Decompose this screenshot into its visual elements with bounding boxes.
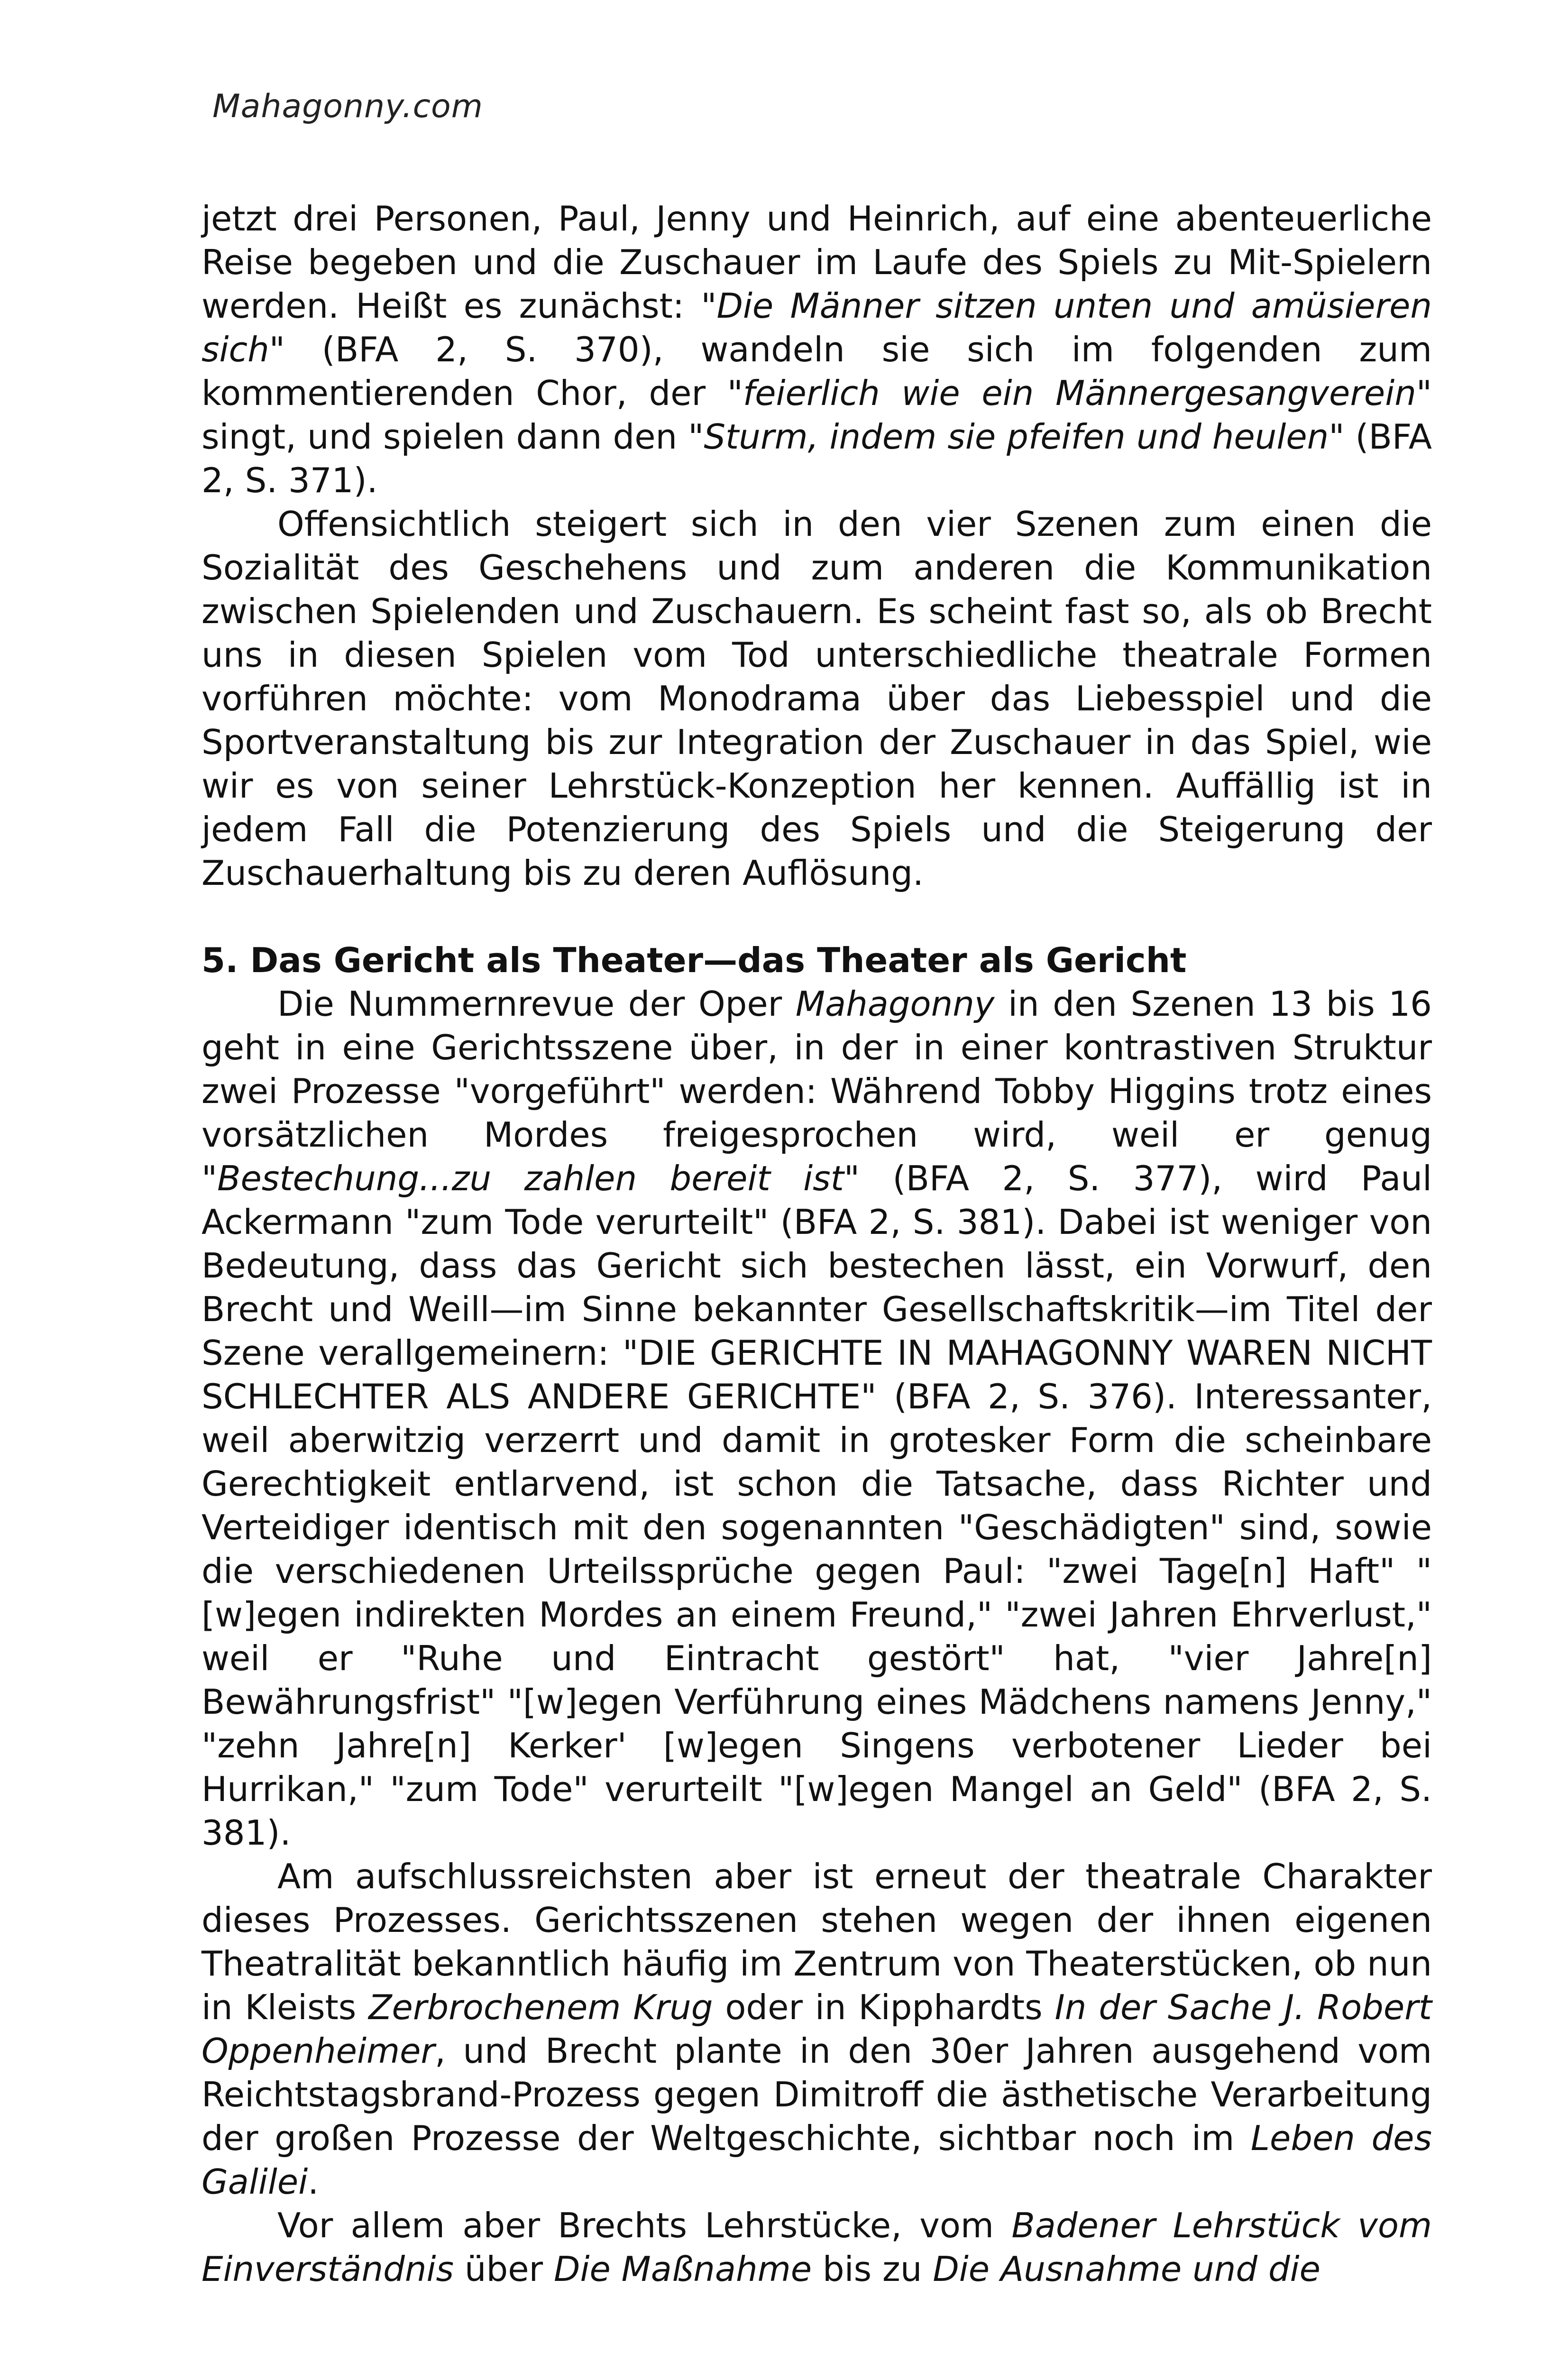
quote-italic: Sturm, indem sie pfeifen und heulen [704, 417, 1329, 457]
title-italic: In der Sache J. Robert Oppenheimer [202, 1987, 1432, 2071]
title-italic: Zerbrochenem Krug [368, 1987, 713, 2027]
title-italic: Mahagonny [795, 984, 995, 1024]
quote-italic: feierlich wie ein Männergesangverein [743, 373, 1416, 413]
paragraph-2: Offensichtlich steigert sich in den vier Szenen zum einen die Sozialität des Geschehens und zum anderen die Kommunikation zwischen Spielenden und Zuschauern. Es scheint fast so, als ob Brecht uns in diesen Spielen vom Tod unterschiedliche theatrale Formen vorführen möchte: vom Monodrama über das Liebesspiel und die Sportveranstaltung bis zur Integration der Zuschauer in das Spiel, wie wir es von seiner Lehrstück-Konzeption her kennen. Auffällig ist in jedem Fall die Potenzierung des Spiels und die Steigerung der Zuschauerhaltung bis zu deren Auflösung. [202, 504, 1432, 893]
title-italic: Badener Lehrstück vom Einverständnis [202, 2206, 1432, 2289]
section-heading: 5. Das Gericht als Theater—das Theater als Gericht [202, 940, 1187, 980]
paragraph-5: Vor allem aber Brechts Lehrstücke, vom Badener Lehrstück vom Einverständnis über Die Maßnahme bis zu Die Ausnahme und die [202, 2206, 1432, 2289]
quote-italic: Die Männer sitzen unten und amüsieren sich [202, 286, 1432, 369]
title-italic: Die Ausnahme und die [933, 2249, 1320, 2289]
paragraph-3: Die Nummernrevue der Oper Mahagonny in den Szenen 13 bis 16 geht in eine Gerichtsszene über, in der in einer kontrastiven Struktur zwei Prozesse "vorgeführt" werden: Während Tobby Higgins trotz eines vorsätzlichen Mordes freigesprochen wird, weil er genug "Bestechung...zu zahlen bereit ist" (BFA 2, S. 377), wird Paul Ackermann "zum Tode verurteilt" (BFA 2, S. 381). Dabei ist weniger von Bedeutung, dass das Gericht sich bestechen lässt, ein Vorwurf, den Brecht und Weill—im Sinne bekannter Gesellschaftskritik—im Titel der Szene verallgemeinern: "DIE GERICHTE IN MAHAGONNY WAREN NICHT SCHLECHTER ALS ANDERE GERICHTE" (BFA 2, S. 376). Interessanter, weil aberwitzig verzerrt und damit in grotesker Form die scheinbare Gerechtigkeit entlarvend, ist schon die Tatsache, dass Richter und Verteidiger identisch mit den sogenannten "Geschädigten" sind, sowie die verschiedenen Urteilssprüche gegen Paul: "zwei Tage[n] Haft" "[w]egen indirekten Mordes an einem Freund," "zwei Jahren Ehrverlust," weil er "Ruhe und Eintracht gestört" hat, "vier Jahre[n] Bewährungsfrist" "[w]egen Verführung eines Mädchens namens Jenny," "zehn Jahre[n] Kerker' [w]egen Singens verbotener Lieder bei Hurrikan," "zum Tode" verurteilt "[w]egen Mangel an Geld" (BFA 2, S. 381). [202, 984, 1432, 1853]
quote-italic: Bestechung...zu zahlen bereit ist [217, 1158, 844, 1198]
title-italic: Die Maßnahme [554, 2249, 812, 2289]
paragraph-1: jetzt drei Personen, Paul, Jenny und Heinrich, auf eine abenteuerliche Reise begeben und die Zuschauer im Laufe des Spiels zu Mit-Spielern werden. Heißt es zunächst: "Die Männer sitzen unten und amüsieren sich" (BFA 2, S. 370), wandeln sie sich im folgenden zum kommentierenden Chor, der "feierlich wie ein Männergesangverein" singt, und spielen dann den "Sturm, indem sie pfeifen und heulen" (BFA 2, S. 371). [202, 199, 1432, 500]
paragraph-4: Am aufschlussreichsten aber ist erneut der theatrale Charakter dieses Prozesses. Gerichtsszenen stehen wegen der ihnen eigenen Theatralität bekanntlich häufig im Zentrum von Theaterstücken, ob nun in Kleists Zerbrochenem Krug oder in Kipphardts In der Sache J. Robert Oppenheimer, und Brecht plante in den 30er Jahren ausgehend vom Reichtstagsbrand-Prozess gegen Dimitroff die ästhetische Verarbeitung der großen Prozesse der Weltgeschichte, sichtbar noch im Leben des Galilei. [202, 1856, 1432, 2202]
title-italic: Leben des Galilei [202, 2118, 1432, 2202]
running-head: Mahagonny.com [212, 88, 483, 125]
body-text [202, 197, 1432, 2291]
